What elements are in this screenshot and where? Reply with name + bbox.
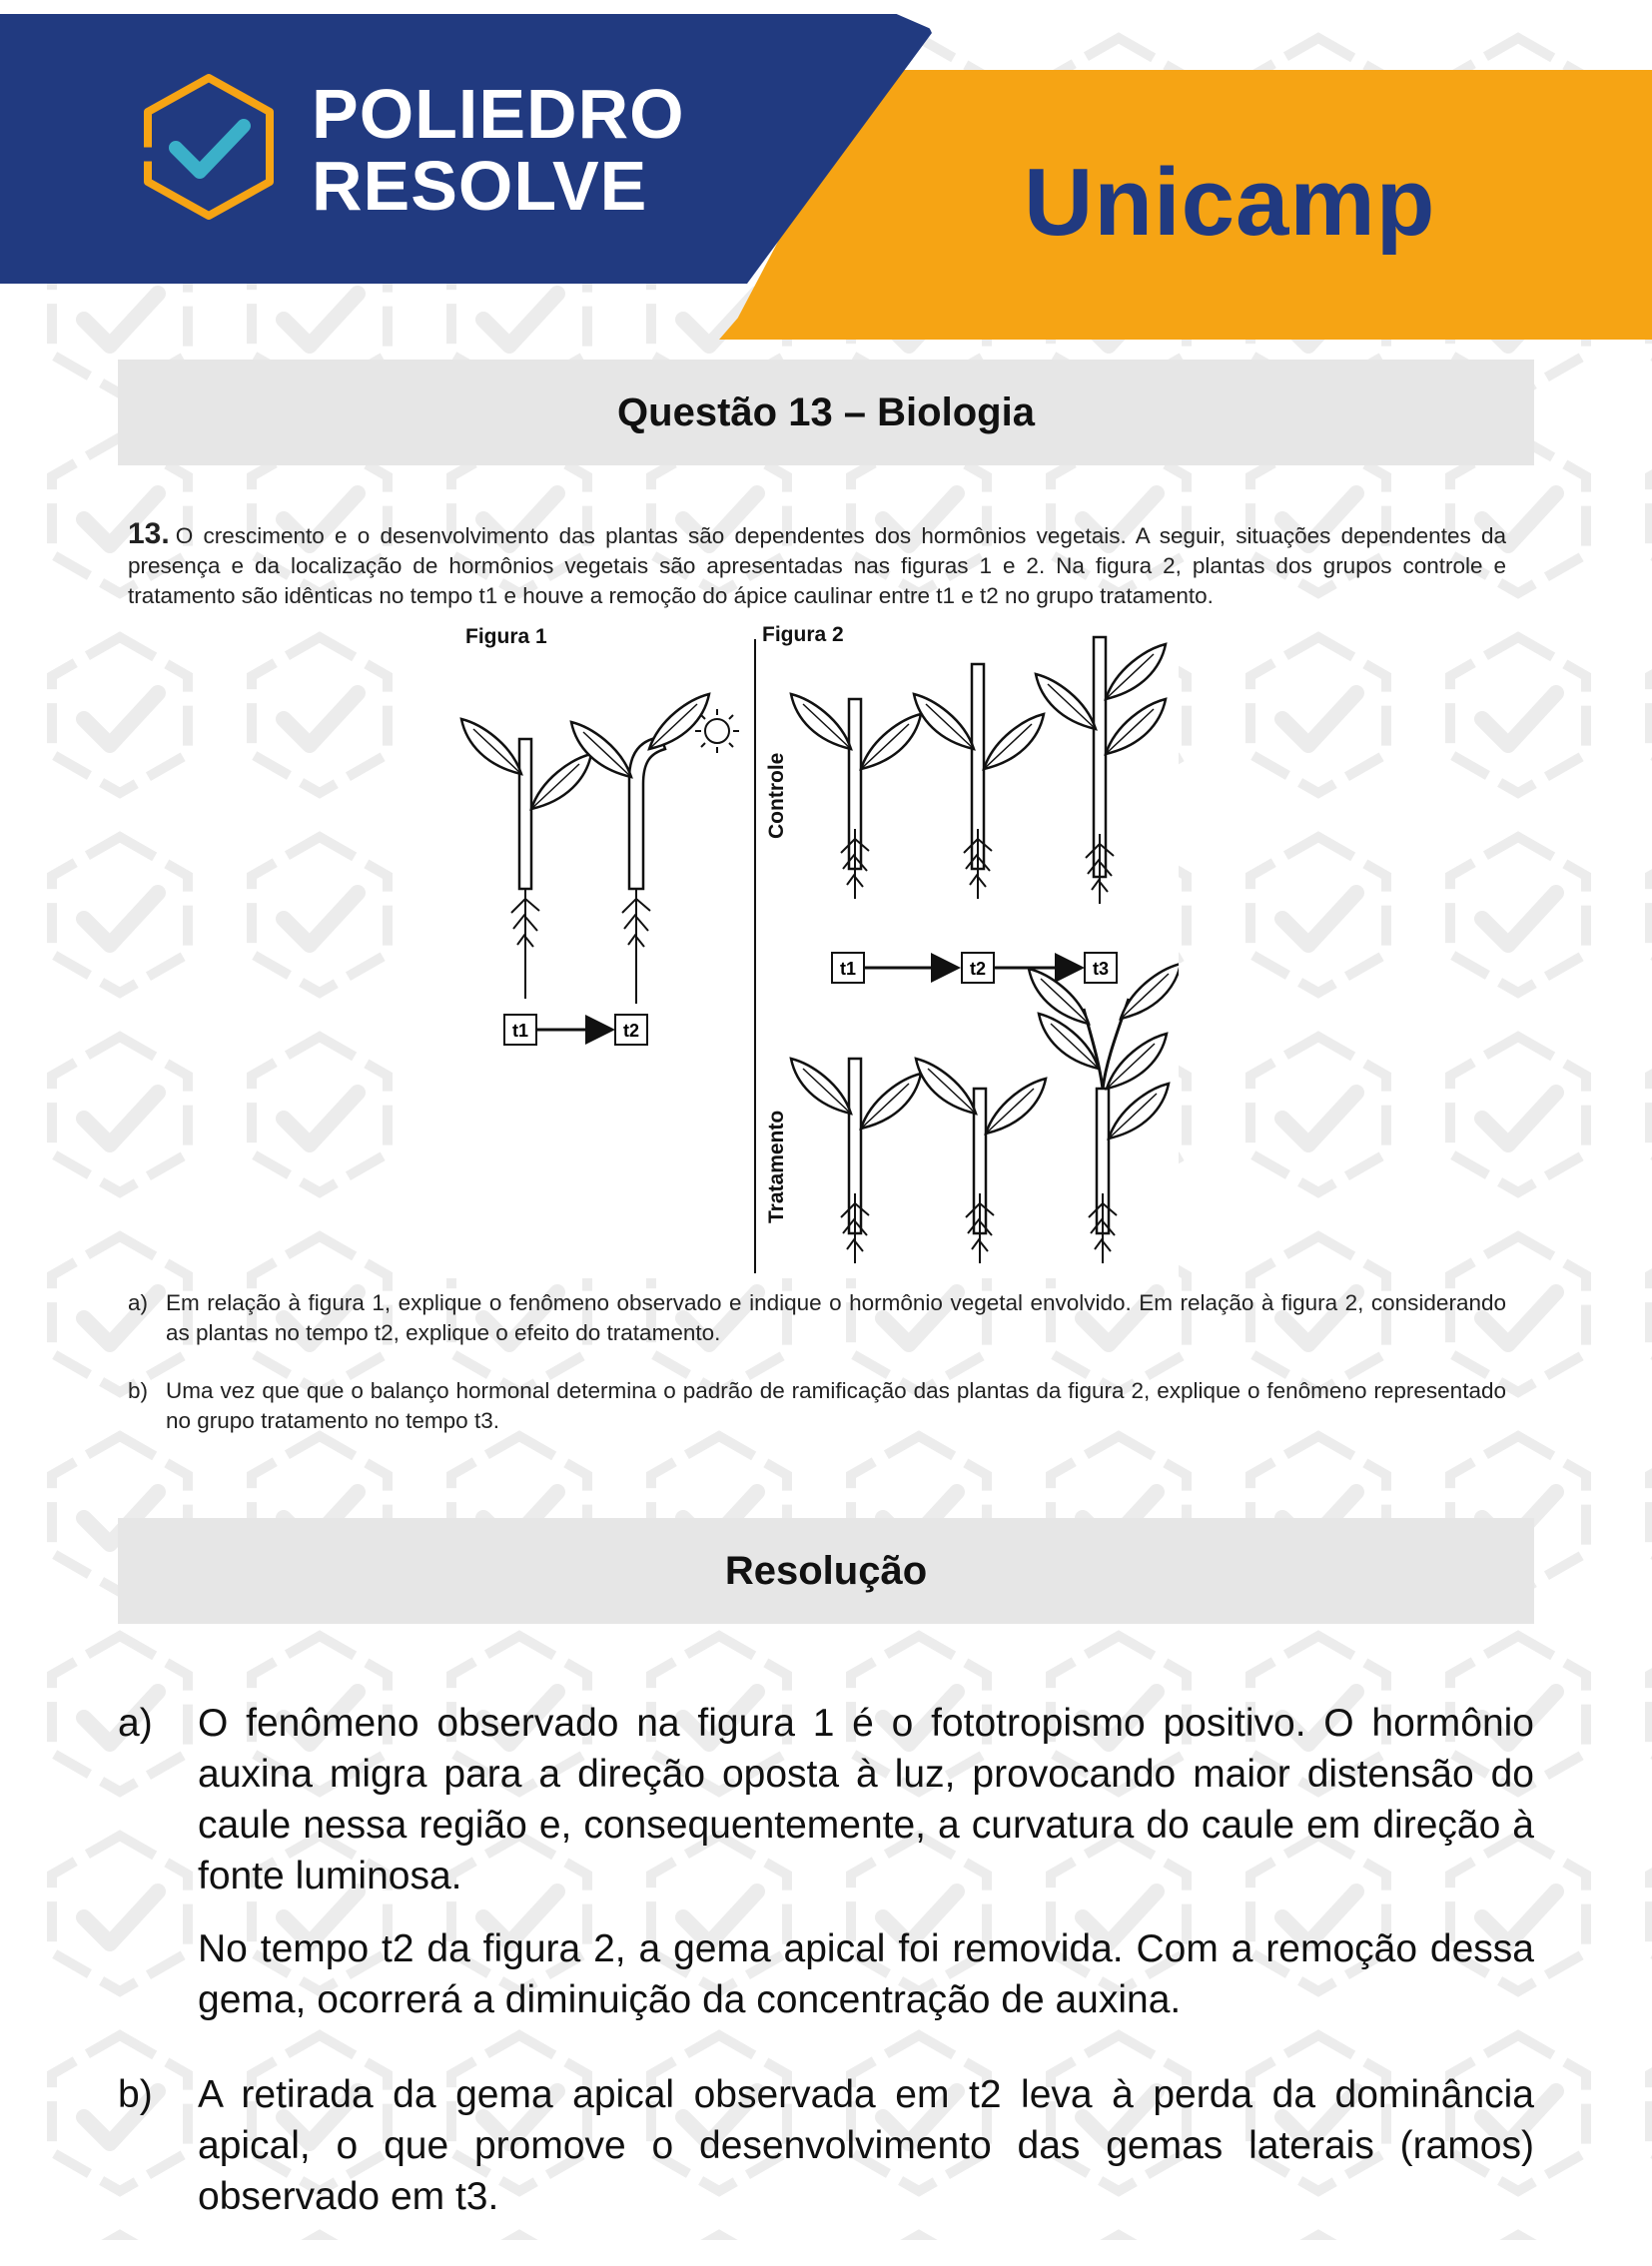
resolution-answers bbox=[118, 1698, 1534, 2266]
question-statement bbox=[128, 519, 1506, 611]
answer-label: b) bbox=[118, 2073, 153, 2116]
controle-plant-t1 bbox=[791, 694, 921, 899]
controle-plant-t2 bbox=[914, 664, 1044, 899]
figure1-label: Figura 1 bbox=[465, 625, 547, 648]
answer-b bbox=[118, 2069, 1534, 2244]
university-name: Unicamp bbox=[1024, 149, 1436, 256]
answer-a bbox=[118, 1698, 1534, 2047]
resolution-title-bar: Resolução bbox=[118, 1518, 1534, 1624]
figure2-time-t3: t3 bbox=[1092, 959, 1110, 979]
question-item-a bbox=[128, 1288, 1506, 1348]
plant-figures bbox=[439, 619, 1179, 1278]
figure2-label: Figura 2 bbox=[762, 623, 844, 646]
figure1-time-t1: t1 bbox=[511, 1021, 529, 1041]
brand-line2: RESOLVE bbox=[312, 147, 648, 225]
tratamento-label: Tratamento bbox=[765, 1110, 788, 1223]
question-item-label: a) bbox=[128, 1290, 149, 1315]
question-items bbox=[128, 1288, 1506, 1464]
figure2-time-t1: t1 bbox=[839, 959, 857, 979]
controle-label: Controle bbox=[765, 752, 788, 839]
answer-paragraph: No tempo t2 da figura 2, a gema apical foi removida. Com a remoção dessa gema, ocorrerá a diminuição da concentração de auxina. bbox=[198, 1927, 1534, 2021]
answer-paragraph: O fenômeno observado na figura 1 é o fototropismo positivo. O hormônio auxina migra para a direção oposta à luz, provocando maior distensão do caule nessa região e, consequentemente, a curvatura do caule em direção à fonte luminosa. bbox=[198, 1702, 1534, 1897]
question-item-text: Uma vez que que o balanço hormonal determina o padrão de ramificação das plantas da figura 2, explique o fenômeno representado no grupo tratamento no tempo t3. bbox=[166, 1378, 1506, 1433]
question-item-text: Em relação à figura 1, explique o fenômeno observado e indique o hormônio vegetal envolvido. Em relação à figura 2, considerando as plantas no tempo t2, explique o efeito do tratamento. bbox=[166, 1290, 1506, 1345]
figure1-timeline bbox=[504, 1015, 647, 1045]
tratamento-plant-t3 bbox=[1029, 964, 1179, 1263]
answer-label: a) bbox=[118, 1702, 153, 1745]
question-number: 13. bbox=[128, 517, 170, 550]
question-item-label: b) bbox=[128, 1378, 149, 1403]
figure1-plant-t2 bbox=[571, 694, 709, 1004]
question-item-b bbox=[128, 1376, 1506, 1436]
tratamento-plant-t2 bbox=[916, 1059, 1046, 1263]
question-title-bar: Questão 13 – Biologia bbox=[118, 360, 1534, 465]
question-text: O crescimento e o desenvolvimento das plantas são dependentes dos hormônios vegetais. A seguir, situações dependentes da presença e da localização de hormônios vegetais são apresentadas nas figuras 1 e 2. Na figura 2, plantas dos grupos controle e tratamento são idênticas no tempo t1 e houve a remoção do ápice caulinar entre t1 e t2 no grupo tratamento. bbox=[128, 523, 1506, 608]
figure1-time-t2: t2 bbox=[622, 1021, 640, 1041]
sun-icon bbox=[695, 709, 739, 753]
controle-plant-t3 bbox=[1036, 637, 1166, 904]
brand-line1: POLIEDRO bbox=[312, 75, 685, 153]
tratamento-plant-t1 bbox=[791, 1059, 921, 1263]
brand-logotype bbox=[312, 75, 685, 225]
answer-paragraph: A retirada da gema apical observada em t2 leva à perda da dominância apical, o que promove o desenvolvimento das gemas laterais (ramos) observado em t3. bbox=[198, 2073, 1534, 2218]
check-hexagon-logo-icon bbox=[138, 72, 280, 222]
figure1-plant-t1 bbox=[461, 719, 591, 999]
figure2-time-t2: t2 bbox=[969, 959, 987, 979]
figure2-timeline bbox=[832, 953, 1117, 983]
